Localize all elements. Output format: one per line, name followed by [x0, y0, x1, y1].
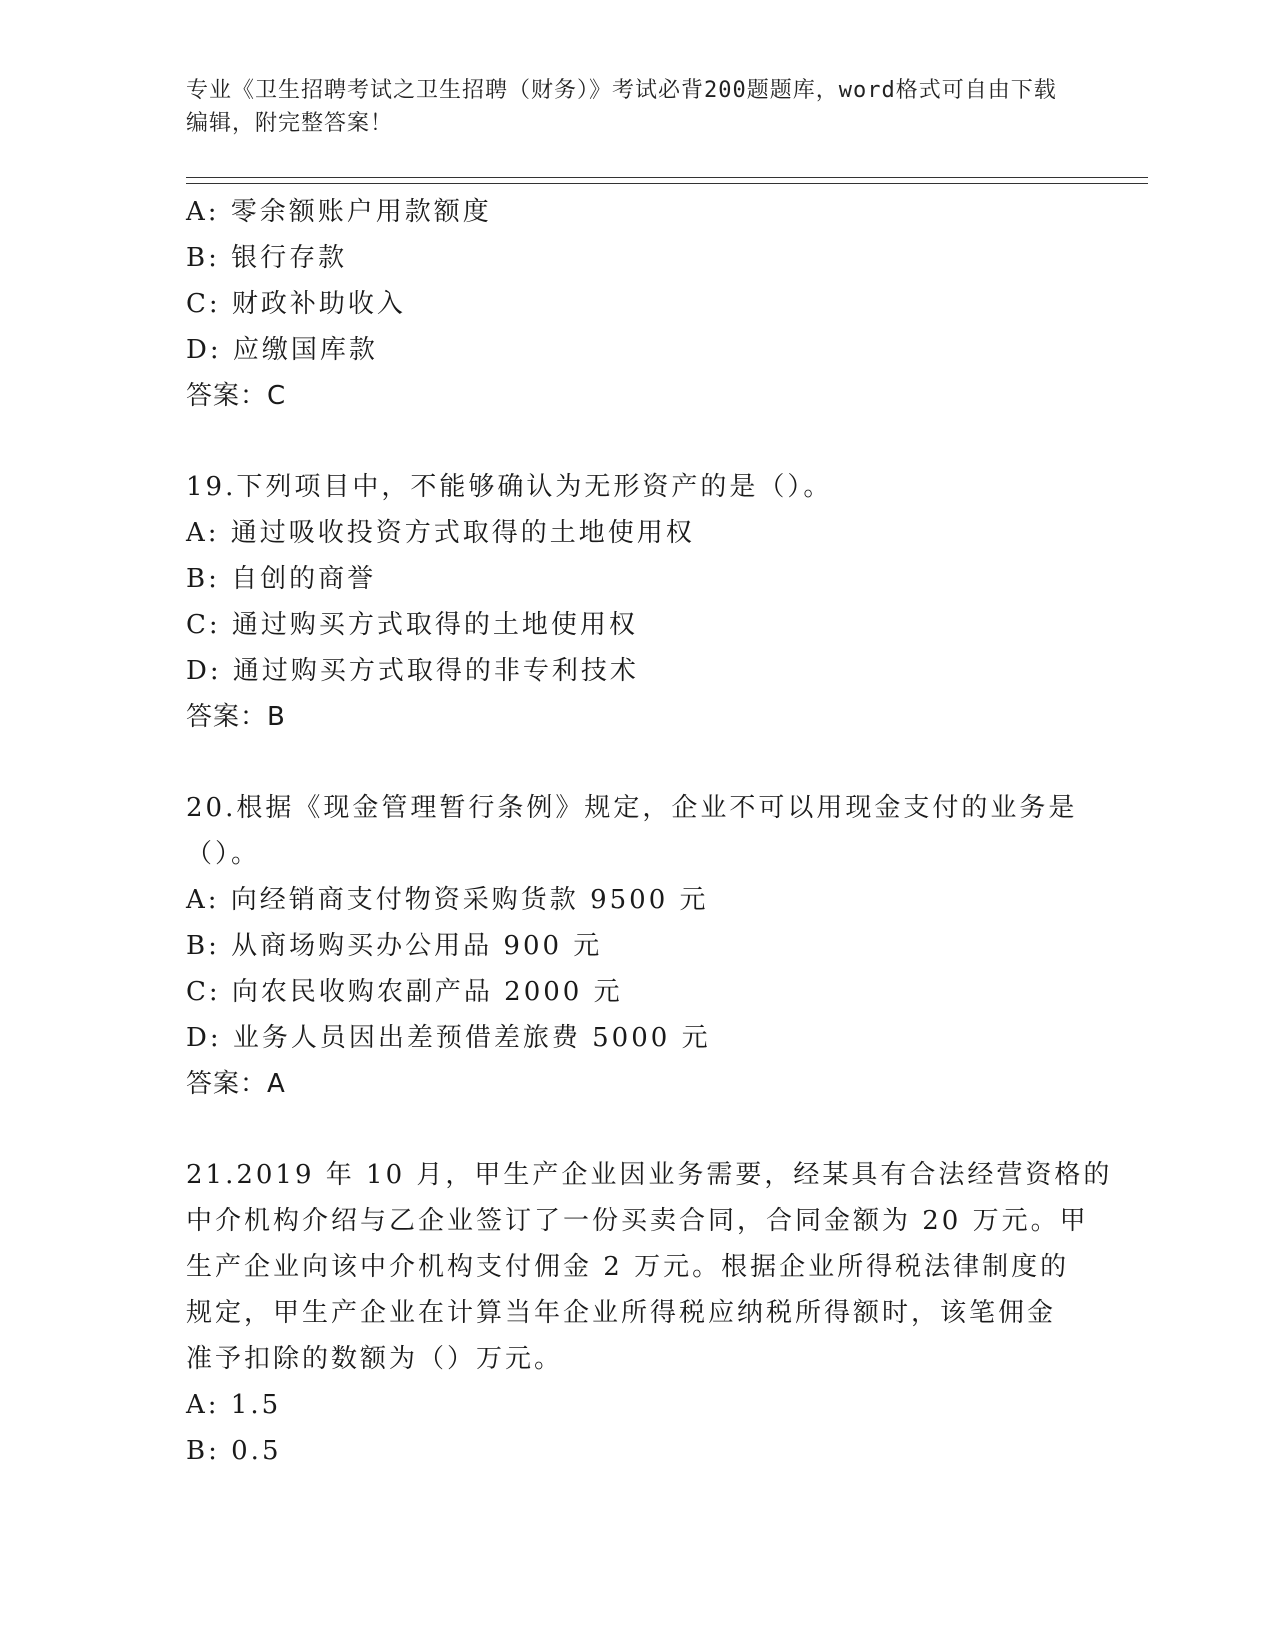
- block-spacer: [186, 740, 1086, 785]
- answer-option: A: 通过吸收投资方式取得的土地使用权: [186, 518, 695, 548]
- answer-option: A: 零余额账户用款额度: [186, 197, 492, 227]
- answer-option: B: 银行存款: [186, 243, 348, 273]
- question-stem-line: 中介机构介绍与乙企业签订了一份买卖合同，合同金额为 20 万元。甲: [186, 1206, 1089, 1236]
- question-stem-line: 准予扣除的数额为（）万元。: [186, 1344, 564, 1374]
- question-block: [186, 785, 1086, 1107]
- question-block: [186, 1152, 1113, 1474]
- question-stem-line: 21.2019 年 10 月，甲生产企业因业务需要，经某具有合法经营资格的: [186, 1160, 1113, 1190]
- block-spacer: [186, 419, 1086, 464]
- question-stem-line: 生产企业向该中介机构支付佣金 2 万元。根据企业所得税法律制度的: [186, 1252, 1070, 1282]
- question-stem-line: 20.根据《现金管理暂行条例》规定，企业不可以用现金支付的业务是: [186, 793, 1078, 823]
- question-stem-line: 19.下列项目中，不能够确认为无形资产的是（）。: [186, 472, 833, 502]
- header-divider-top: [186, 177, 1148, 178]
- correct-answer: 答案：B: [186, 702, 286, 732]
- answer-option: C: 财政补助收入: [186, 289, 406, 319]
- question-block: [186, 189, 1086, 419]
- answer-option: B: 从商场购买办公用品 900 元: [186, 931, 603, 961]
- answer-option: C: 通过购买方式取得的土地使用权: [186, 610, 638, 640]
- question-block: [186, 464, 1086, 740]
- document-header-title: 专业《卫生招聘考试之卫生招聘（财务）》考试必背200题题库，word格式可自由下载编辑，附完整答案！: [186, 78, 1057, 136]
- question-list: [186, 189, 1113, 1474]
- answer-option: A: 向经销商支付物资采购货款 9500 元: [186, 885, 709, 915]
- answer-option: D: 业务人员因出差预借差旅费 5000 元: [186, 1023, 711, 1053]
- block-spacer: [186, 1107, 1086, 1152]
- question-stem-line: （）。: [186, 839, 261, 869]
- answer-option: B: 自创的商誉: [186, 564, 377, 594]
- answer-option: A: 1.5: [186, 1390, 282, 1420]
- answer-option: D: 通过购买方式取得的非专利技术: [186, 656, 639, 686]
- correct-answer: 答案：A: [186, 1069, 286, 1099]
- answer-option: C: 向农民收购农副产品 2000 元: [186, 977, 623, 1007]
- header-divider-bottom: [186, 183, 1148, 184]
- question-stem-line: 规定，甲生产企业在计算当年企业所得税应纳税所得额时，该笔佣金: [186, 1298, 1057, 1328]
- correct-answer: 答案：C: [186, 381, 287, 411]
- answer-option: B: 0.5: [186, 1436, 282, 1466]
- answer-option: D: 应缴国库款: [186, 335, 378, 365]
